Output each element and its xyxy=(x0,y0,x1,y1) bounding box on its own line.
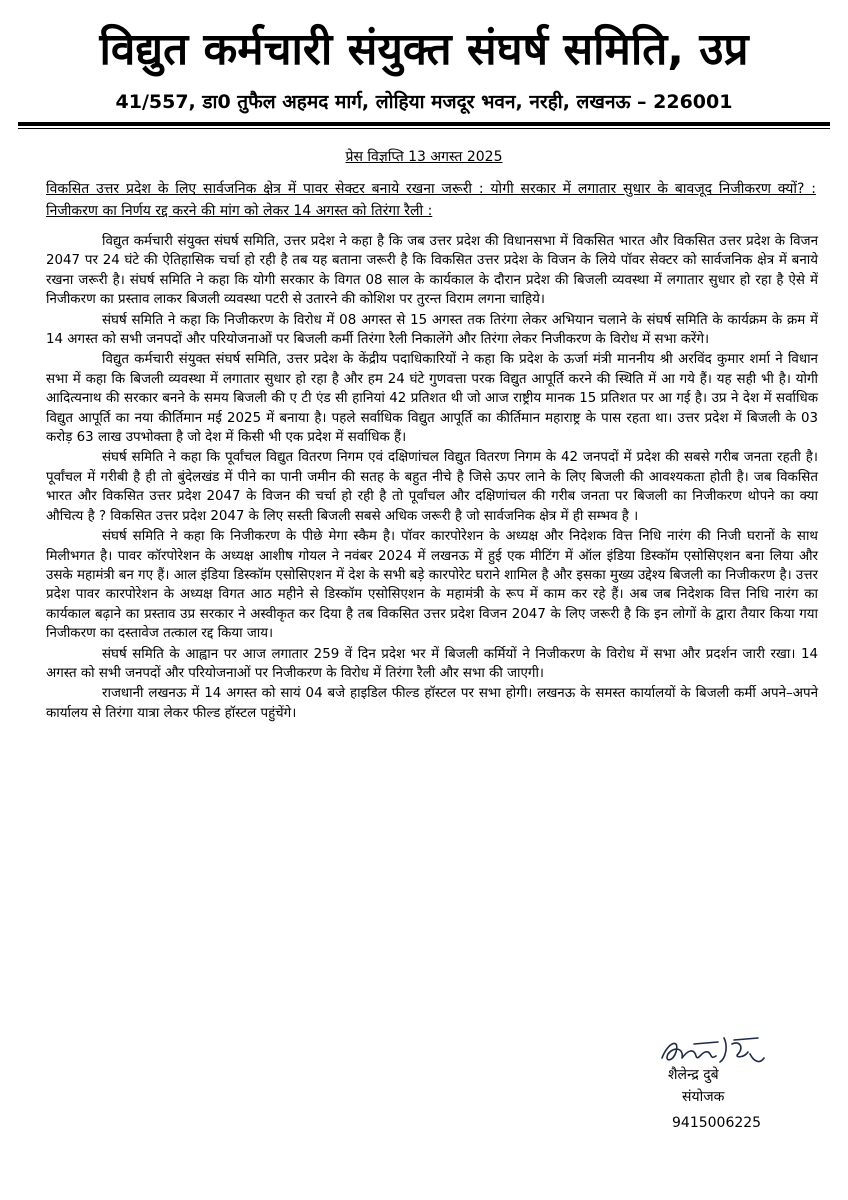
paragraph: संघर्ष समिति ने कहा कि निजीकरण के पीछे मेगा स्कैम है। पॉवर कारपोरेशन के अध्यक्ष और निदेशक वित्त निधि नारंग की निजी घरानों के साथ मिलीभगत है। पावर कॉरपोरेशन के अध्यक्ष आशीष गोयल ने नवंबर 2024 में लखनऊ में हुई एक मीटिंग में ऑल इंडिया डिस्कॉम एसोसिएशन बना लिया और उसके महामंत्री बन गए हैं। आल इंडिया डिस्कॉम एसोसिएशन में देश के सभी बड़े कारपोरेट घराने शामिल है और इसका मुख्य उद्देश्य बिजली का निजीकरण है। उत्तर प्रदेश पावर कारपोरेशन के अध्यक्ष विगत आठ महीने से डिस्कॉम एसोसिएशन के महामंत्री के रूप में काम कर रहे हैं। अब जब निदेशक वित्त निधि नारंग का कार्यकाल बढ़ाने का प्रस्ताव उप्र सरकार ने अस्वीकृत कर दिया है तब विकसित उत्तर प्रदेश विजन 2047 के लिए जरूरी है कि इन लोगों के द्वारा तैयार किया गया निजीकरण का दस्तावेज तत्काल रद्द किया जाय। xyxy=(46,529,818,642)
paragraph: विद्युत कर्मचारी संयुक्त संघर्ष समिति, उत्तर प्रदेश ने कहा है कि जब उत्तर प्रदेश की विधानसभा में विकसित भारत और विकसित उत्तर प्रदेश के विजन 2047 पर 24 घंटे की ऐतिहासिक चर्चा हो रही है तब यह बताना जरूरी है कि विकसित उत्तर प्रदेश के विजन के लिये पॉवर सेक्टर को सार्वजनिक क्षेत्र में बनाये रखना जरूरी है। संघर्ष समिति ने कहा कि योगी सरकार के विगत 08 साल के कार्यकाल के दौरान प्रदेश की बिजली व्यवस्था में लगातार सुधार हो रहा है ऐसे में निजीकरण का प्रस्ताव लाकर बिजली व्यवस्था पटरी से उतारने की कोशिश पर तुरन्त विराम लगना चाहिये। xyxy=(46,234,818,308)
paragraph: राजधानी लखनऊ में 14 अगस्त को सायं 04 बजे हाइडिल फील्ड हॉस्टल पर सभा होगी। लखनऊ के समस्त कार्यालयों के बिजली कर्मी अपने–अपने कार्यालय से तिरंगा यात्रा लेकर फील्ड हॉस्टल पहुंचेंगे। xyxy=(46,686,818,721)
paragraph: संघर्ष समिति के आह्वान पर आज लगातार 259 वें दिन प्रदेश भर में बिजली कर्मियों ने निजीकरण के विरोध में सभा और प्रदर्शन जारी रखा। 14 अगस्त को सभी जनपदों और परियोजनाओं पर निजीकरण के विरोध में तिरंगा रैली और सभा की जाएगी। xyxy=(46,646,818,681)
press-release-headline: विकसित उत्तर प्रदेश के लिए सार्वजनिक क्षेत्र में पावर सेक्टर बनाये रखना जरूरी : योगी सरकार में लगातार सुधार के बावजूद निजीकरण क्यों? : निजीकरण का निर्णय रद्द करने की मांग को लेकर 14 अगस्त को तिरंगा रैली : xyxy=(46,181,816,219)
press-release-body xyxy=(46,232,818,724)
paragraph: संघर्ष समिति ने कहा कि निजीकरण के विरोध में 08 अगस्त से 15 अगस्त तक तिरंगा लेकर अभियान चलाने के संघर्ष समिति के कार्यक्रम के क्रम में 14 अगस्त को सभी जनपदों और परियोजनाओं पर बिजली कर्मी तिरंगा रैली निकालेंगे और तिरंगा लेकर निजीकरण के विरोध में सभा करेंगे। xyxy=(46,312,818,348)
signatory-phone: 9415006225 xyxy=(672,1115,762,1131)
header-rule-thick xyxy=(18,122,830,126)
dateline-text: प्रेस विज्ञप्ति 13 अगस्त 2025 xyxy=(345,149,503,165)
organization-address: 41/557, डा0 तुफैल अहमद मार्ग, लोहिया मजदूर भवन, नरही, लखनऊ – 226001 xyxy=(115,91,733,113)
signatory-block xyxy=(662,1064,782,1134)
paragraph: विद्युत कर्मचारी संयुक्त संघर्ष समिति, उत्तर प्रदेश के केंद्रीय पदाधिकारियों ने कहा कि प्रदेश के ऊर्जा मंत्री माननीय श्री अरविंद कुमार शर्मा ने विधान सभा में कहा कि बिजली व्यवस्था में लगातार सुधार हो रहा है और हम 24 घंटे गुणवत्ता परक विद्युत आपूर्ति करने की स्थिति में आ गये हैं। यह सही भी है। योगी आदित्यनाथ की सरकार बनने के समय बिजली की ए टी एंड सी हानियां 42 प्रतिशत थी जो आज राष्ट्रीय मानक 15 प्रतिशत पर आ गई है। उप्र ने देश में सर्वाधिक विद्युत आपूर्ति का नया कीर्तिमान मई 2025 में बनाया है। पहले सर्वाधिक विद्युत आपूर्ति का कीर्तिमान महाराष्ट्र के पास रहता था। उत्तर प्रदेश में बिजली के 03 करोड़ 63 लाख उपभोक्ता है जो देश में किसी भी एक प्रदेश में सर्वाधिक हैं। xyxy=(46,352,818,446)
organization-name: विद्युत कर्मचारी संयुक्त संघर्ष समिति, उप्र xyxy=(99,24,749,75)
signatory-role: संयोजक xyxy=(682,1089,725,1105)
signatory-name: शैलेन्द्र दुबे xyxy=(668,1067,719,1083)
header-rule-thin xyxy=(18,128,830,129)
press-release-dateline xyxy=(0,146,848,168)
paragraph: संघर्ष समिति ने कहा कि पूर्वांचल विद्युत वितरण निगम एवं दक्षिणांचल विद्युत वितरण निगम के 42 जनपदों में प्रदेश की सबसे गरीब जनता रहती है। पूर्वांचल में गरीबी है ही तो बुंदेलखंड में पीने का पानी जमीन की सतह के बहुत नीचे है जिसे ऊपर लाने के लिए बिजली की आवश्यकता होती है। जब विकसित भारत और विकसित उत्तर प्रदेश 2047 के विजन की चर्चा हो रही है तो पूर्वांचल और दक्षिणांचल की गरीब जनता पर बिजली का निजीकरण थोपने का क्या औचित्य है ? विकसित उत्तर प्रदेश 2047 के लिए सस्ती बिजली सबसे अधिक जरूरी है जो सार्वजनिक क्षेत्र में ही सम्भव है । xyxy=(46,450,818,524)
